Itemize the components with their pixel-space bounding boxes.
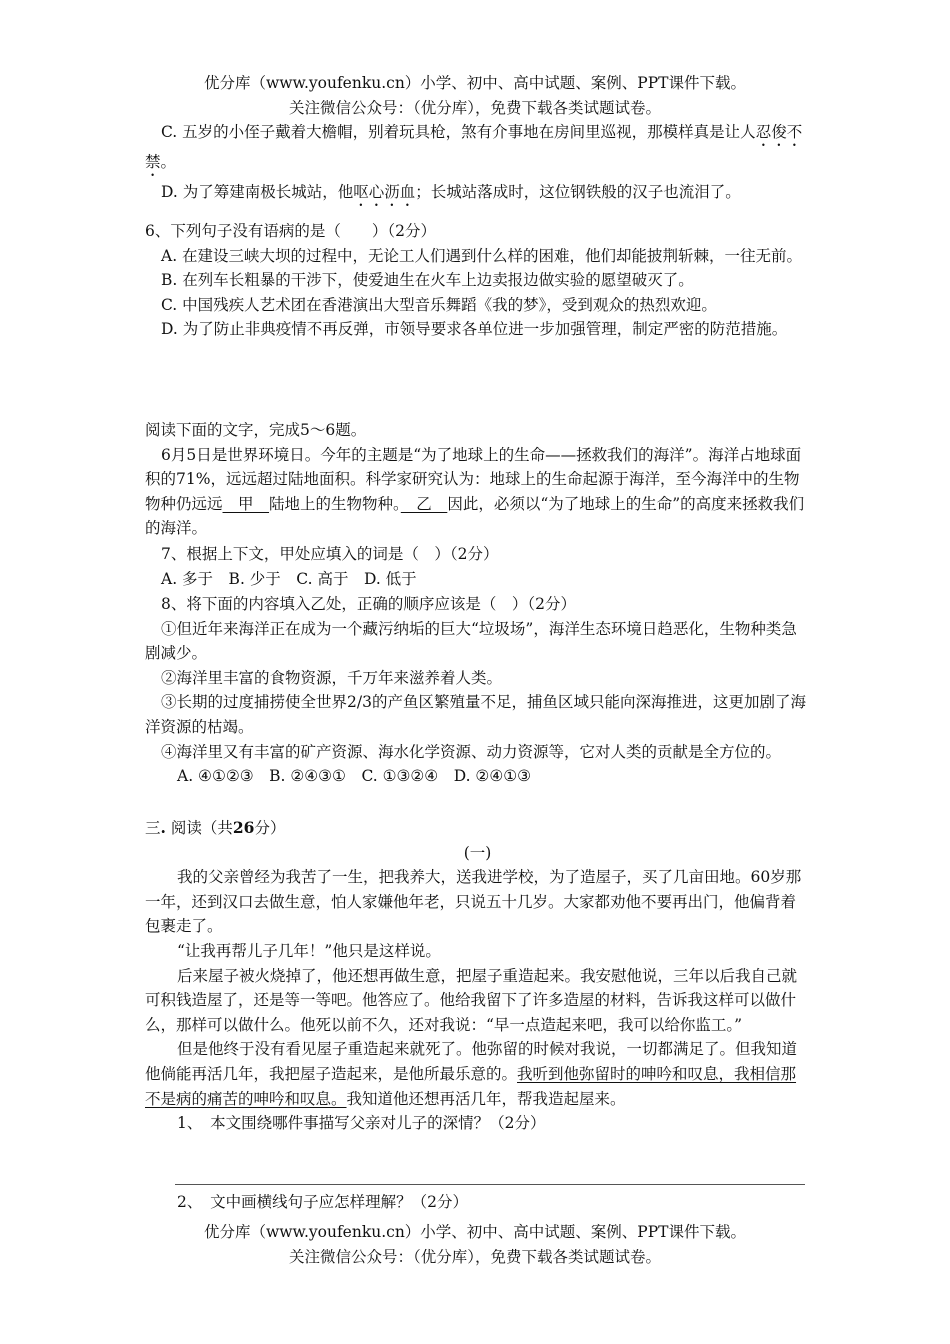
dotted-idiom: 呕心沥血 [353, 183, 416, 201]
page-header [0, 71, 950, 120]
father-para-4: 但是他终于没有看见屋子重造起来就死了。他弥留的时候对我说，一切都满足了。但我知道他倘能再活几年，我把屋子造起来，是他所最乐意的。我听到他弥留时的呻吟和叹息，我相信那不是病的痛苦的呻吟和叹息。我知道他还想再活几年，帮我造起屋来。 [145, 1040, 798, 1108]
father-para-2: “让我再帮儿子几年！”他只是这样说。 [177, 941, 441, 960]
q5-option-d: D. 为了筹建南极长城站，他呕心沥血；长城站落成时，这位钢铁般的汉子也流泪了。 [161, 183, 741, 201]
dotted-idiom: 忍俊不禁 [145, 123, 803, 171]
father-para-1: 我的父亲曾经为我苦了一生，把我养大，送我进学校，为了造屋子，买了几亩田地。60岁那一年，还到汉口去做生意，怕人家嫌他年老，只说五十几岁。大家都劝他不要再出门，他偏背着包裹走了。 [145, 868, 802, 936]
header-line-2: 关注微信公众号：（优分库），免费下载各类试题试卷。 [288, 98, 661, 117]
q7-options: A. 多于 B. 少于 C. 高于 D. 低于 [161, 569, 417, 588]
q8-item-3: ③长期的过度捕捞使全世界2/3的产鱼区繁殖量不足，捕鱼区域只能向深海推进，这更加剧了海洋资源的枯竭。 [145, 693, 806, 736]
q8-item-1: ①但近年来海洋正在成为一个藏污纳垢的巨大“垃圾场”，海洋生态环境日趋恶化，生物种类急剧减少。 [145, 619, 797, 663]
reading-question-2-block [145, 1190, 810, 1215]
q6-option-d: D. 为了防止非典疫情不再反弹，市领导要求各单位进一步加强管理，制定严密的防范措施。 [161, 320, 788, 339]
question-6 [145, 219, 810, 342]
q8-item-2: ②海洋里丰富的食物资源，千万年来滋养着人类。 [161, 668, 503, 687]
page-footer [0, 1220, 950, 1269]
section-3-subtitle: (一) [463, 843, 492, 862]
reading-passage-ocean [145, 418, 810, 541]
header-line-1: 优分库（www.youfenku.cn）小学、初中、高中试题、案例、PPT课件下载。 [203, 74, 747, 92]
underlined-sentence: 我听到他弥留时的呻吟和叹息，我相信那不是病的痛苦的呻吟和叹息。 [145, 1064, 797, 1108]
q6-option-b: B. 在列车长粗暴的干涉下，使爱迪生在火车上边卖报边做实验的愿望破灭了。 [161, 271, 694, 290]
q6-option-c: C. 中国残疾人艺术团在香港演出大型音乐舞蹈《我的梦》，受到观众的热烈欢迎。 [161, 295, 717, 314]
section-3-reading [145, 816, 810, 1136]
question-7 [145, 542, 810, 591]
q8-item-4: ④海洋里又有丰富的矿产资源、海水化学资源、动力资源等，它对人类的贡献是全方位的。 [161, 742, 782, 761]
q5-option-c: C. 五岁的小侄子戴着大檐帽，别着玩具枪，煞有介事地在房间里巡视，那模样真是让人忍俊不禁。 [145, 123, 803, 171]
section-3-title: 三. 阅读（共26分） [145, 818, 286, 837]
footer-line-1: 优分库（www.youfenku.cn）小学、初中、高中试题、案例、PPT课件下载。 [203, 1223, 747, 1241]
q8-options: A. ④①②③ B. ②④③① C. ①③②④ D. ②④①③ [177, 767, 532, 786]
reading-intro: 阅读下面的文字，完成5～6题。 [145, 421, 367, 439]
father-para-3: 后来屋子被火烧掉了，他还想再做生意，把屋子重造起来。我安慰他说，三年以后我自己就可积钱造屋了，还是等一等吧。他答应了。他给我留下了许多造屋的材料，告诉我这样可以做什么，那样可以做什么。他死以前不久，还对我说：“早一点造起来吧，我可以给你监工。” [145, 966, 798, 1034]
q6-option-a: A. 在建设三峡大坝的过程中，无论工人们遇到什么样的困难，他们却能披荆斩棘，一往无前。 [161, 246, 803, 265]
blank-yi: 乙 [400, 494, 448, 513]
ocean-passage: 6月5日是世界环境日。今年的主题是“为了地球上的生命——拯救我们的海洋”。海洋占地球面积的71%，远远超过陆地面积。科学家研究认为：地球上的生命起源于海洋，至今海洋中的生物物种仍远远 甲 陆地上的生物物种。 乙 因此，必须以“为了地球上的生命”的高度来拯救我们的海洋。 [145, 445, 805, 538]
reading-question-2: 2、 文中画横线句子应怎样理解？（2分） [177, 1193, 468, 1211]
reading-question-1: 1、 本文围绕哪件事描写父亲对儿子的深情？（2分） [177, 1114, 546, 1133]
footer-line-2: 关注微信公众号：（优分库），免费下载各类试题试卷。 [288, 1247, 661, 1266]
q8-stem: 8、将下面的内容填入乙处，正确的顺序应该是（ ）（2分） [161, 595, 576, 613]
blank-jia: 甲 [222, 494, 270, 513]
question-5-continued [145, 120, 810, 210]
q7-stem: 7、根据上下文，甲处应填入的词是（ ）（2分） [161, 545, 499, 563]
question-8 [145, 592, 810, 789]
q6-stem: 6、下列句子没有语病的是（ ）（2分） [145, 222, 436, 240]
answer-line [175, 1184, 805, 1185]
